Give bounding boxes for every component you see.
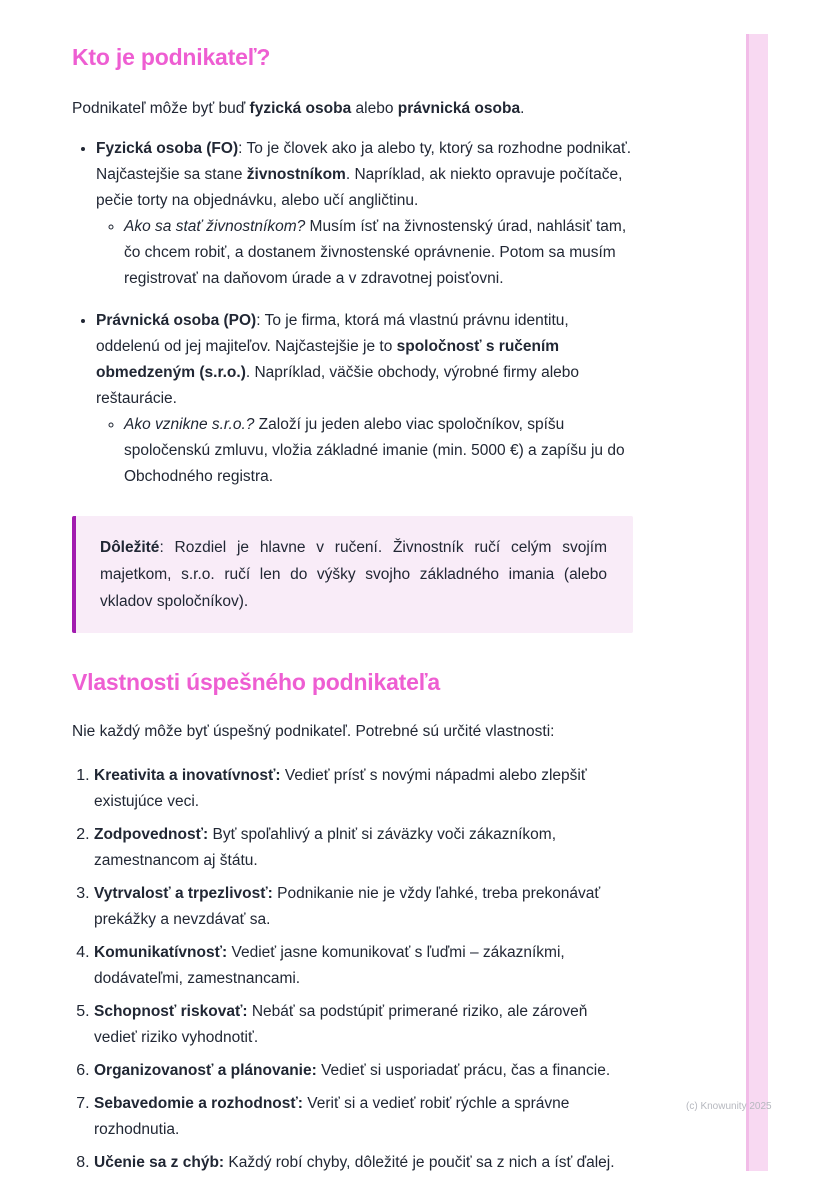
list-item — [94, 1091, 633, 1143]
sub-list-item-text: ◦ Ako sa stať živnostníkom? Musím ísť na živnostenský úrad, nahlásiť tam, čo chcem robiť, a dostanem živnostenské oprávnenie. Potom sa musím registrovať na daňovom úrade a v zdravotnej poisťovni. — [124, 218, 627, 287]
section-heading-who-is-entrepreneur: Kto je podnikateľ? — [72, 44, 271, 70]
sub-list-item-text: ◦ Ako vznikne s.r.o.? Založí ju jeden alebo viac spoločníkov, spíšu spoločenskú zmluvu, vložia základné imanie (min. 5000 €) a zapíšu ju do Obchodného registra. — [124, 416, 625, 485]
quality-text: 3. Vytrvalosť a trpezlivosť: Podnikanie nie je vždy ľahké, treba prekonávať prekážky a nevzdávať sa. — [94, 885, 601, 928]
quality-text: 7. Sebavedomie a rozhodnosť: Veriť si a vedieť robiť rýchle a správne rozhodnutia. — [94, 1095, 570, 1138]
list-item — [94, 999, 633, 1051]
sub-list-item — [124, 412, 633, 490]
important-callout — [72, 516, 633, 633]
quality-text: 5. Schopnosť riskovať: Nebáť sa podstúpiť primerané riziko, ale zároveň vedieť riziko vyhodnotiť. — [94, 1003, 588, 1046]
list-item — [94, 881, 633, 933]
quality-text: 1. Kreativita a inovatívnosť: Vedieť prísť s novými nápadmi alebo zlepšiť existujúce veci. — [94, 767, 587, 810]
document-content — [72, 42, 633, 1183]
copyright-note: (c) Knowunity 2025 — [686, 1101, 772, 1112]
list-item — [94, 822, 633, 874]
list-item — [94, 1150, 633, 1176]
section-heading-qualities: Vlastnosti úspešného podnikateľa — [72, 669, 440, 695]
qualities-intro-paragraph: Nie každý môže byť úspešný podnikateľ. Potrebné sú určité vlastnosti: — [72, 723, 555, 740]
intro-paragraph: Podnikateľ môže byť buď fyzická osoba alebo právnická osoba. — [72, 100, 525, 117]
sub-list — [96, 412, 633, 490]
list-item-text: • Právnická osoba (PO): To je firma, ktorá má vlastnú právnu identitu, oddelenú od jej majiteľov. Najčastejšie je to spoločnosť s ručením obmedzeným (s.r.o.). Napríklad, väčšie obchody, výrobné firmy alebo reštaurácie. — [96, 312, 579, 407]
list-item — [94, 1058, 633, 1084]
quality-text: 2. Zodpovednosť: Byť spoľahlivý a plniť si záväzky voči zákazníkom, zamestnancom aj štátu. — [94, 826, 557, 869]
callout-text: Dôležité: Rozdiel je hlavne v ručení. Živnostník ručí celým svojím majetkom, s.r.o. ručí len do výšky svojho základného imania (alebo vkladov spoločníkov). — [100, 539, 607, 610]
qualities-list — [72, 763, 633, 1176]
sub-list — [96, 214, 633, 292]
list-item-pravnicka-osoba — [96, 308, 633, 490]
list-item — [94, 940, 633, 992]
entity-types-list — [72, 136, 633, 490]
quality-text: 6. Organizovanosť a plánovanie: Vedieť si usporiadať prácu, čas a financie. — [94, 1062, 611, 1079]
quality-text: 8. Učenie sa z chýb: Každý robí chyby, dôležité je poučiť sa z nich a ísť ďalej. — [94, 1154, 615, 1171]
list-item — [94, 763, 633, 815]
page-edge-decoration — [746, 34, 768, 1171]
quality-text: 4. Komunikatívnosť: Vedieť jasne komunikovať s ľuďmi – zákazníkmi, dodávateľmi, zamestnancami. — [94, 944, 565, 987]
list-item-text: • Fyzická osoba (FO): To je človek ako ja alebo ty, ktorý sa rozhodne podnikať. Najčastejšie sa stane živnostníkom. Napríklad, ak niekto opravuje počítače, pečie torty na objednávku, alebo učí angličtinu. — [96, 140, 632, 209]
list-item-fyzicka-osoba — [96, 136, 633, 292]
sub-list-item — [124, 214, 633, 292]
